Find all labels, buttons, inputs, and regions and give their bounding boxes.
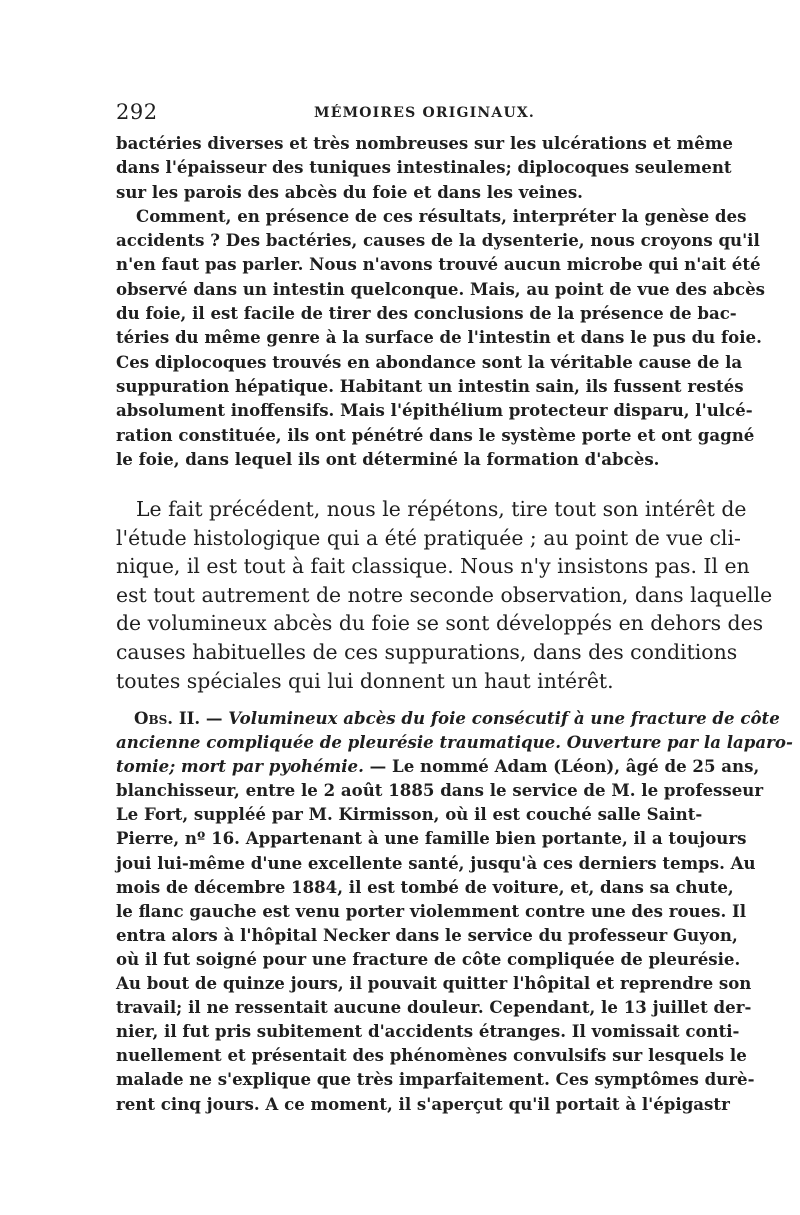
text-line: téries du même genre à la surface de l'intestin et dans le pus du foie.	[116, 327, 762, 348]
small-print-section	[116, 131, 766, 471]
observation-title: Volumineux abcès du foie consécutif à une fracture de côte	[228, 708, 780, 728]
paragraph-2	[116, 204, 766, 471]
text-line: du foie, il est facile de tirer des conclusions de la présence de bac-	[116, 303, 737, 324]
observation-heading-line	[116, 706, 780, 730]
text-line: mois de décembre 1884, il est tombé de voiture, et, dans sa chute,	[116, 876, 734, 897]
text-line: Le Fort, suppléé par M. Kirmisson, où il est couché salle Saint-	[116, 804, 703, 825]
text-line: joui lui-même d'une excellente santé, jusqu'à ces derniers temps. Au	[116, 852, 756, 873]
text-line: rent cinq jours. A ce moment, il s'aperçut qu'il portait à l'épigastr	[116, 1093, 730, 1114]
observation-ii	[116, 706, 793, 1116]
paragraph-1	[116, 131, 733, 204]
text-line: Comment, en présence de ces résultats, interpréter la genèse des	[136, 205, 747, 226]
page-header	[116, 100, 686, 128]
large-print-paragraph	[116, 495, 773, 695]
text-line: accidents ? Des bactéries, causes de la dysenterie, nous croyons qu'il	[116, 230, 760, 251]
text-line: blanchisseur, entre le 2 août 1885 dans le service de M. le professeur	[116, 780, 764, 801]
text-line: nier, il fut pris subitement d'accidents étranges. Il vomissait conti-	[116, 1021, 740, 1042]
text-line: n'en faut pas parler. Nous n'avons trouvé aucun microbe qui n'ait été	[116, 254, 761, 275]
text-line: absolument inoffensifs. Mais l'épithélium protecteur disparu, l'ulcé-	[116, 400, 753, 421]
running-head: MÉMOIRES ORIGINAUX.	[314, 105, 535, 121]
text-line: entra alors à l'hôpital Necker dans le service du professeur Guyon,	[116, 924, 738, 945]
text-line: bactéries diverses et très nombreuses sur les ulcérations et même	[116, 133, 733, 153]
text-line: observé dans un intestin quelconque. Mais, au point de vue des abcès	[116, 278, 766, 299]
text-line: causes habituelles de ces suppurations, dans des conditions	[116, 639, 738, 664]
text-line: est tout autrement de notre seconde observation, dans laquelle	[116, 582, 773, 607]
text-line: Pierre, nº 16. Appartenant à une famille bien portante, il a toujours	[116, 828, 747, 849]
text-line: travail; il ne ressentait aucune douleur. Cependant, le 13 juillet der-	[116, 997, 752, 1018]
page-number: 292	[116, 100, 158, 124]
observation-label: Obs. II.	[134, 708, 201, 728]
text-line: de volumineux abcès du foie se sont développés en dehors des	[116, 611, 764, 636]
text-line: toutes spéciales qui lui donnent un haut intérêt.	[116, 668, 614, 693]
text-line: nique, il est tout à fait classique. Nous n'y insistons pas. Il en	[116, 554, 750, 579]
text-line: l'étude histologique qui a été pratiquée ; au point de vue cli-	[116, 525, 741, 550]
dash: —	[200, 708, 229, 728]
text-line: suppuration hépatique. Habitant un intestin sain, ils fussent restés	[116, 375, 744, 396]
text-line: Au bout de quinze jours, il pouvait quitter l'hôpital et reprendre son	[116, 973, 752, 994]
text-run: — Le nommé Adam (Léon), âgé de 25 ans,	[363, 756, 760, 777]
text-line: dans l'épaisseur des tuniques intestinales; diplocoques seulement	[116, 157, 732, 178]
observation-title-line	[116, 754, 760, 778]
text-line: nuellement et présentait des phénomènes convulsifs sur lesquels le	[116, 1045, 747, 1066]
text-line: ration constituée, ils ont pénétré dans le système porte et ont gagné	[116, 424, 755, 445]
text-line: sur les parois des abcès du foie et dans les veines.	[116, 181, 583, 202]
text-line: malade ne s'explique que très imparfaitement. Ces symptômes durè-	[116, 1069, 755, 1090]
text-line: le flanc gauche est venu porter violemment contre une des roues. Il	[116, 900, 747, 921]
text-line: où il fut soigné pour une fracture de côte compliquée de pleurésie.	[116, 948, 741, 969]
text-line: Ces diplocoques trouvés en abondance sont la véritable cause de la	[116, 351, 743, 372]
observation-title-line: ancienne compliquée de pleurésie traumatique. Ouverture par la laparo-	[116, 732, 793, 753]
text-line: le foie, dans lequel ils ont déterminé la formation d'abcès.	[116, 448, 660, 469]
text-line: Le fait précédent, nous le répétons, tire tout son intérêt de	[136, 497, 747, 521]
observation-title-end: tomie; mort par pyohémie.	[116, 756, 364, 777]
